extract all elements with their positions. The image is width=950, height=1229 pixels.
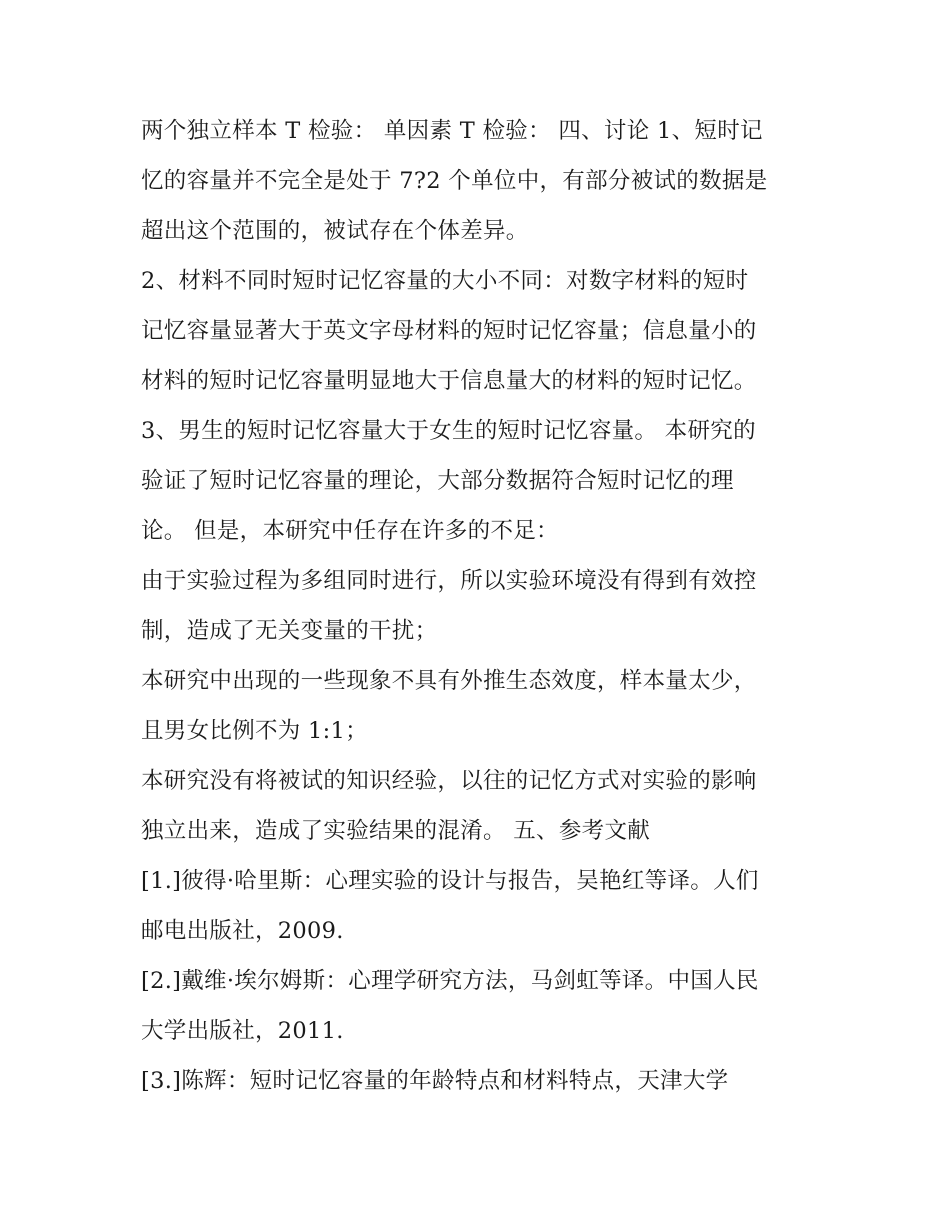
reference-item: [2.]戴维·埃尔姆斯：心理学研究方法，马剑虹等译。中国人民 (141, 968, 759, 994)
text-line: 2、材料不同时短时记忆容量的大小不同：对数字材料的短时 (141, 268, 749, 294)
text-line: 本研究没有将被试的知识经验，以往的记忆方式对实验的影响 (141, 768, 757, 794)
text-line: 超出这个范围的，被试存在个体差异。 (141, 218, 529, 244)
reference-item: 大学出版社，2011. (141, 1018, 344, 1044)
text-line: 本研究中出现的一些现象不具有外推生态效度，样本量太少， (141, 668, 757, 694)
text-line: 记忆容量显著大于英文字母材料的短时记忆容量；信息量小的 (141, 318, 757, 344)
reference-item: [1.]彼得·哈里斯：心理实验的设计与报告，吴艳红等译。人们 (141, 868, 759, 894)
text-line: 3、男生的短时记忆容量大于女生的短时记忆容量。 本研究的 (141, 418, 756, 444)
text-line: 且男女比例不为 1:1； (141, 718, 368, 744)
document-body (141, 106, 813, 1106)
text-line: 论。 但是，本研究中任存在许多的不足： (141, 518, 559, 544)
reference-item: [3.]陈辉：短时记忆容量的年龄特点和材料特点，天津大学 (141, 1068, 729, 1094)
text-line: 验证了短时记忆容量的理论，大部分数据符合短时记忆的理 (141, 468, 734, 494)
text-line: 材料的短时记忆容量明显地大于信息量大的材料的短时记忆。 (141, 368, 757, 394)
reference-item: 邮电出版社，2009. (141, 918, 344, 944)
text-line: 由于实验过程为多组同时进行，所以实验环境没有得到有效控 (141, 568, 757, 594)
text-line: 制，造成了无关变量的干扰； (141, 618, 438, 644)
text-line: 忆的容量并不完全是处于 7?2 个单位中，有部分被试的数据是 (141, 168, 768, 194)
text-line: 独立出来，造成了实验结果的混淆。 五、参考文献 (141, 818, 651, 844)
text-line: 两个独立样本 T 检验： 单因素 T 检验： 四、讨论 1、短时记 (141, 118, 763, 144)
